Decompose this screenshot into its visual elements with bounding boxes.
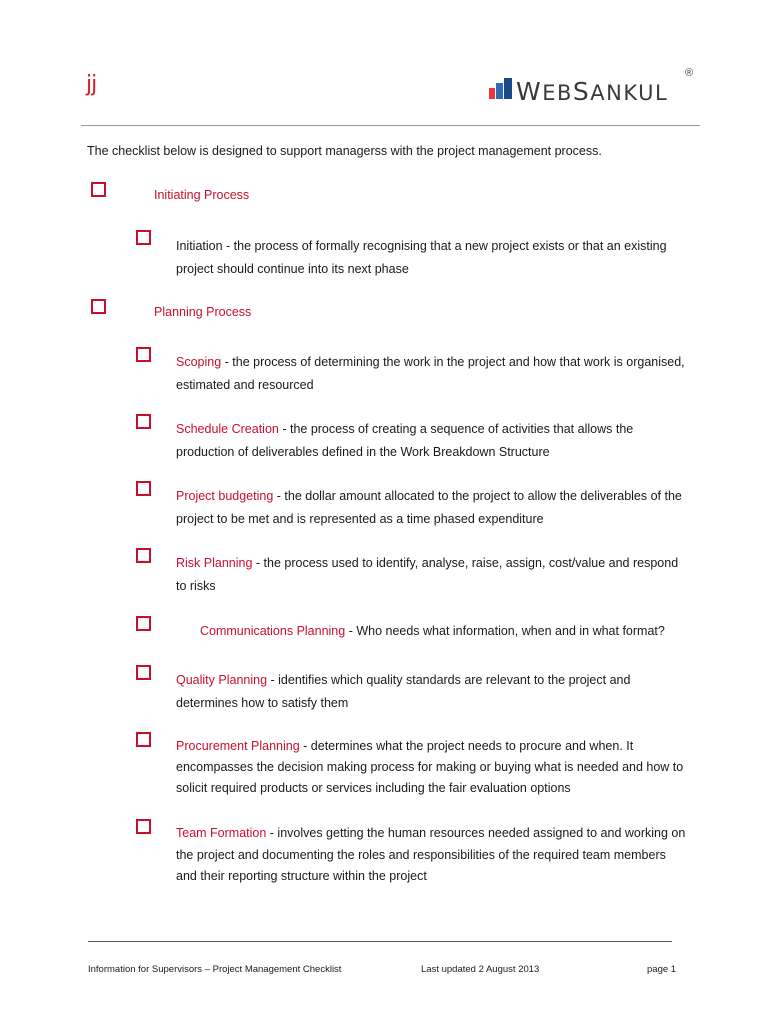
item-description: - the dollar amount allocated to the project to allow the deliverables of the project to be met and is represented as a time phased expenditure <box>176 489 682 526</box>
logo-wordmark: WEBSANKUL <box>516 77 669 106</box>
registered-mark: ® <box>685 67 694 79</box>
item-checkbox-procurement-planning[interactable] <box>136 732 151 747</box>
footer-last-updated: Last updated 2 August 2013 <box>421 964 540 975</box>
section-title-planning: Planning Process <box>154 305 252 319</box>
item-term: Communications Planning <box>200 624 346 638</box>
header-mark: jj <box>86 72 97 97</box>
footer-page-number: page 1 <box>647 964 677 975</box>
item-text-project-budgeting <box>176 485 686 530</box>
item-checkbox-quality-planning[interactable] <box>136 665 151 680</box>
item-term: Quality Planning <box>176 673 268 687</box>
item-text-quality-planning <box>176 669 686 714</box>
item-checkbox-initiation[interactable] <box>136 230 151 245</box>
item-text-risk-planning <box>176 552 686 597</box>
item-text-procurement-planning <box>176 736 686 799</box>
websankul-logo <box>489 67 699 106</box>
header-divider <box>81 125 700 126</box>
item-description: - the process of determining the work in the project and how that work is organised, estimated and resourced <box>176 355 685 392</box>
footer-document-title: Information for Supervisors – Project Management Checklist <box>88 964 342 975</box>
item-checkbox-project-budgeting[interactable] <box>136 481 151 496</box>
item-description: - determines what the project needs to procure and when. It encompasses the decision making process for making or buying what is needed and how to solicit required products or services including the fair evaluation options <box>176 739 684 795</box>
item-text-initiation <box>176 235 686 280</box>
item-text-scoping <box>176 351 686 396</box>
item-checkbox-risk-planning[interactable] <box>136 548 151 563</box>
item-term: Procurement Planning <box>176 739 300 753</box>
item-term: Risk Planning <box>176 556 253 570</box>
item-term: Team Formation <box>176 826 267 840</box>
item-description: - the process of creating a sequence of activities that allows the production of deliverables defined in the Work Breakdown Structure <box>176 422 634 459</box>
item-text-schedule-creation <box>176 418 686 463</box>
item-checkbox-communications-planning[interactable] <box>136 616 151 631</box>
item-text-team-formation <box>176 823 686 888</box>
logo-bars-icon <box>489 78 513 102</box>
item-checkbox-schedule-creation[interactable] <box>136 414 151 429</box>
item-description: - involves getting the human resources needed assigned to and working on the project and documenting the roles and responsibilities of the required team members and their reporting structure within the project <box>176 826 686 883</box>
item-description: - identifies which quality standards are relevant to the project and determines how to satisfy them <box>176 673 631 710</box>
item-description: - Who needs what information, when and in what format? <box>345 624 665 638</box>
intro-text: The checklist below is designed to support managerss with the project management process. <box>87 144 602 158</box>
item-description: - the process used to identify, analyse, raise, assign, cost/value and respond to risks <box>176 556 679 593</box>
section-checkbox-planning[interactable] <box>91 299 106 314</box>
item-term: Scoping <box>176 355 222 369</box>
section-title-initiating: Initiating Process <box>154 188 250 202</box>
footer-divider <box>88 941 672 942</box>
item-description: Initiation - the process of formally recognising that a new project exists or that an existing project should continue into its next phase <box>176 239 667 276</box>
item-term: Project budgeting <box>176 489 274 503</box>
item-text-communications-planning <box>200 620 690 643</box>
item-checkbox-team-formation[interactable] <box>136 819 151 834</box>
item-term: Schedule Creation <box>176 422 279 436</box>
section-checkbox-initiating[interactable] <box>91 182 106 197</box>
item-checkbox-scoping[interactable] <box>136 347 151 362</box>
